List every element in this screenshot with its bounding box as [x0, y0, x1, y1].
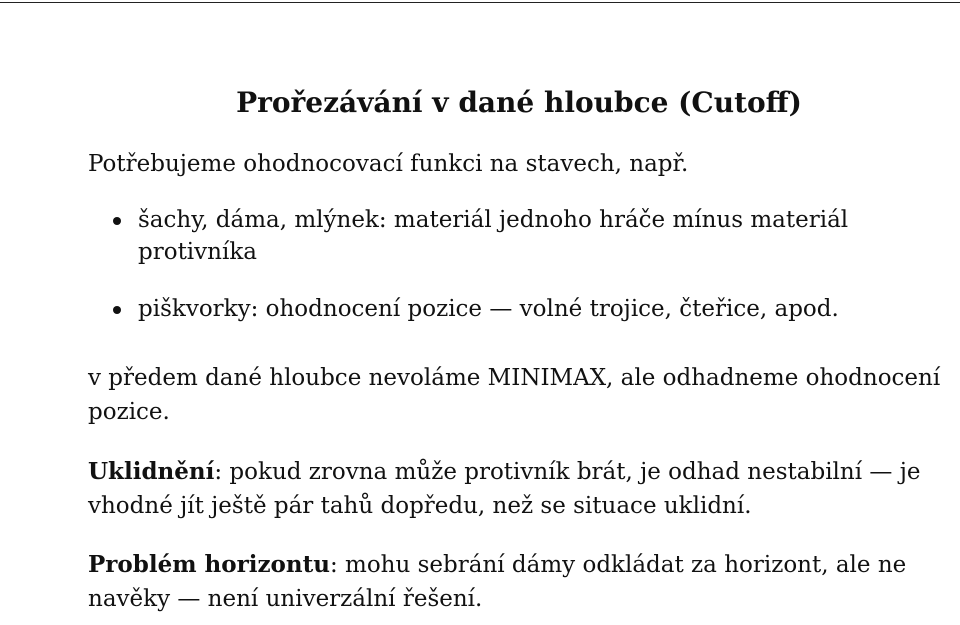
- quiescence-paragraph: [88, 455, 948, 523]
- top-rule: [0, 2, 960, 3]
- list-item: [88, 204, 948, 268]
- bullet-icon: [113, 217, 121, 225]
- quiescence-term: Uklidnění: [88, 458, 215, 485]
- slide-title: Prořezávání v dané hloubce (Cutoff): [236, 86, 802, 119]
- horizon-paragraph: [88, 548, 948, 616]
- quiescence-text: : pokud zrovna může protivník brát, je odhad nestabilní — je vhodné jít ještě pár tahů dopředu, než se situace uklidní.: [88, 459, 921, 519]
- bullet-icon: [113, 306, 121, 314]
- horizon-term: Problém horizontu: [88, 551, 330, 578]
- horizon-text: : mohu sebrání dámy odkládat za horizont, ale ne navěky — není univerzální řešení.: [88, 552, 907, 612]
- bullet-text: šachy, dáma, mlýnek: materiál jednoho hráče mínus materiál protivníka: [138, 207, 849, 265]
- bullet-text: piškvorky: ohodnocení pozice — volné trojice, čteřice, apod.: [138, 296, 839, 322]
- minimax-paragraph: v předem dané hloubce nevoláme MINIMAX, ale odhadneme ohodnocení pozice.: [88, 365, 941, 425]
- list-item: [88, 293, 948, 325]
- bullet-list: [88, 204, 948, 350]
- intro-paragraph: Potřebujeme ohodnocovací funkci na stavech, např.: [88, 151, 689, 177]
